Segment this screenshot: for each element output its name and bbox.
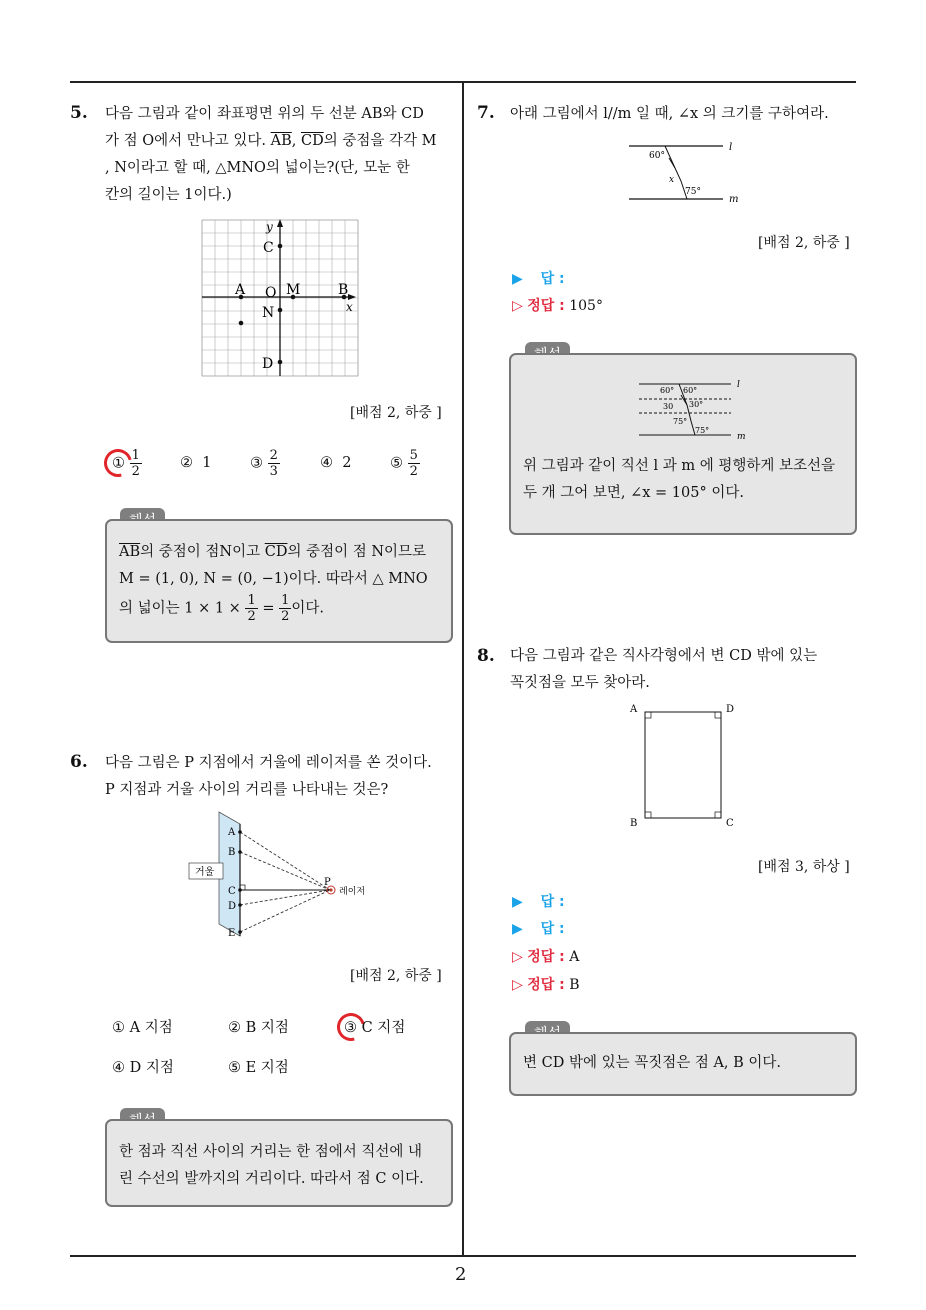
q5-option-3-mark: ③	[250, 455, 263, 472]
q7-sol-label-75b: 75°	[695, 426, 710, 435]
q5-label-y: y	[266, 220, 273, 234]
q7-sol-label-30b: 30°	[689, 400, 704, 409]
q8-label-a: A	[630, 704, 638, 715]
q5-label-n: N	[262, 305, 275, 321]
q5-line4: 칸의 길이는 1이다.)	[105, 187, 232, 203]
q7-label-60: 60°	[649, 151, 665, 161]
q6-laser-figure	[185, 810, 385, 938]
q8-label-c: C	[726, 818, 734, 829]
q6-number: 6.	[70, 752, 88, 772]
q5-sol-line1	[119, 539, 439, 566]
q5-point-n	[278, 308, 283, 313]
q6-label-d: D	[228, 901, 237, 912]
q5-option-2-mark: ②	[180, 455, 193, 471]
q5-sol-line2: M = (1, 0), N = (0, −1)이다. 따라서 △ MNO	[119, 571, 428, 587]
q7-sol-label-75a: 75°	[673, 417, 688, 426]
q8-label-d: D	[726, 704, 735, 715]
q8-label-b: B	[630, 818, 638, 829]
q5-sol-line3-a: 의 넓이는 1 × 1 ×	[119, 600, 246, 617]
q6-laser-label: 레이저	[339, 887, 366, 897]
q6-label-e: E	[228, 928, 236, 938]
q6-label-b: B	[228, 847, 236, 858]
frac-num: 1	[247, 593, 256, 608]
play-outline-icon: ▷	[512, 949, 523, 965]
q8-correct-line-2	[512, 974, 580, 994]
q5-option-5-mark: ⑤	[390, 455, 403, 472]
q6-line1: 다음 그림은 P 지점에서 거울에 레이저를 쏜 것이다.	[105, 755, 432, 771]
q7-label-x: x	[669, 175, 675, 185]
q6-option-5[interactable]: ⑤ E 지점	[228, 1060, 289, 1076]
q6-option-2[interactable]: ② B 지점	[228, 1020, 289, 1036]
q8-answer-line-1	[512, 891, 565, 911]
frac-num: 5	[409, 448, 418, 463]
q5-score: [배점 2, 하중 ]	[350, 405, 442, 421]
q7-correct-line	[512, 295, 603, 315]
q5-point-c	[278, 244, 283, 249]
q5-sol-frac1	[245, 593, 257, 624]
q8-correct-label-1: 정답 :	[527, 949, 565, 965]
q5-option-1-frac	[130, 448, 142, 479]
q5-sol-seg-ab: $\overline{AB}$	[119, 544, 141, 560]
q5-point-extra	[239, 321, 244, 326]
q8-number: 8.	[477, 646, 495, 666]
q5-line1: 다음 그림과 같이 좌표평면 위의 두 선분 AB와 CD	[105, 106, 424, 122]
q8-rectangle	[645, 712, 721, 818]
q5-line2-comma: ,	[291, 133, 301, 149]
q5-coordinate-graph	[200, 216, 360, 378]
q8-line1: 다음 그림과 같은 직사각형에서 변 CD 밖에 있는	[510, 648, 818, 664]
q8-score: [배점 3, 하상 ]	[758, 859, 850, 875]
q5-seg-ab: $\overline{AB}$	[270, 133, 292, 149]
q8-rectangle-figure	[625, 700, 745, 832]
q5-option-2-text: 1	[202, 455, 212, 471]
q6-line2: P 지점과 거울 사이의 거리를 나타내는 것은?	[105, 782, 389, 798]
frac-den: 2	[409, 464, 418, 479]
q5-option-5[interactable]	[390, 448, 420, 479]
column-divider	[462, 81, 464, 1257]
q8-answer-label-2: 답 :	[540, 921, 565, 937]
q5-option-4[interactable]	[320, 455, 351, 471]
q5-solution-box	[105, 519, 453, 643]
q7-label-l: l	[729, 142, 733, 153]
q5-sol-line3	[119, 593, 439, 624]
q6-score: [배점 2, 하중 ]	[350, 968, 442, 984]
play-icon: ▶	[512, 894, 523, 910]
q5-option-4-text: 2	[342, 455, 352, 471]
q6-label-c: C	[228, 886, 236, 897]
q5-label-b: B	[338, 282, 349, 298]
q5-number: 5.	[70, 103, 88, 123]
frac-num: 2	[269, 448, 278, 463]
q5-point-d	[278, 360, 283, 365]
q6-option-4[interactable]: ④ D 지점	[112, 1060, 174, 1076]
q8-line2: 꼭짓점을 모두 찾아라.	[510, 675, 650, 691]
q5-label-a: A	[235, 282, 246, 298]
q8-correct-value-2: B	[569, 977, 580, 993]
frac-den: 2	[247, 609, 256, 624]
play-outline-icon: ▷	[512, 298, 523, 314]
frac-num: 1	[131, 448, 140, 463]
q7-parallel-lines-figure	[625, 136, 745, 208]
q7-sol-line2: 두 개 그어 보면, ∠x = 105° 이다.	[523, 485, 744, 501]
q7-sol-label-60b: 60°	[683, 386, 698, 395]
q7-sol-label-l: l	[737, 380, 740, 390]
frac-den: 2	[281, 609, 290, 624]
q7-solution-figure	[629, 377, 769, 445]
q7-correct-label: 정답 :	[527, 298, 565, 314]
q5-label-c: C	[263, 240, 274, 256]
q7-score: [배점 2, 하중 ]	[758, 235, 850, 251]
q5-sol-seg-cd: $\overline{CD}$	[264, 544, 288, 560]
q7-question-text: 아래 그림에서 l//m 일 때, ∠x 의 크기를 구하여라.	[510, 106, 829, 122]
q7-sol-label-60a: 60°	[660, 386, 675, 395]
q7-sol-line1: 위 그림과 같이 직선 l 과 m 에 평행하게 보조선을	[523, 458, 835, 474]
q5-label-m: M	[286, 282, 301, 298]
q6-solution-box	[105, 1119, 453, 1207]
q5-sol-line3-b: 이다.	[291, 600, 324, 617]
play-outline-icon: ▷	[512, 977, 523, 993]
q8-answer-line-2	[512, 918, 565, 938]
q8-correct-value-1: A	[569, 949, 580, 965]
q5-line3: , N이라고 할 때, △MNO의 넓이는?(단, 모눈 한	[105, 160, 410, 176]
q5-option-2[interactable]	[180, 455, 211, 471]
q6-mirror-label: 거울	[195, 867, 215, 878]
q8-correct-label-2: 정답 :	[527, 977, 565, 993]
q7-correct-value: 105°	[569, 298, 603, 314]
q8-sol-line1: 변 CD 밖에 있는 꼭짓점은 점 A, B 이다.	[523, 1055, 782, 1071]
q5-label-x: x	[346, 300, 353, 314]
q7-sol-label-30a: 30	[663, 402, 674, 411]
q7-label-m: m	[729, 194, 739, 205]
play-icon: ▶	[512, 271, 523, 287]
frac-den: 3	[269, 464, 278, 479]
q6-option-3[interactable]: ③ C 지점	[344, 1020, 406, 1036]
q5-line2	[105, 128, 460, 155]
q5-label-d: D	[262, 356, 274, 372]
q6-label-p: P	[324, 877, 331, 888]
q8-answer-label-1: 답 :	[540, 894, 565, 910]
q5-sol-line1-b: 의 중점이 점 N이므로	[287, 544, 427, 560]
q5-option-1-mark: ①	[112, 455, 125, 472]
q8-correct-line-1	[512, 946, 579, 966]
q6-sol-line2: 린 수선의 발까지의 거리이다. 따라서 점 C 이다.	[119, 1171, 424, 1187]
q5-option-5-frac	[408, 448, 420, 479]
q5-line2-a: 가 점 O에서 만나고 있다.	[105, 133, 271, 149]
frac-den: 2	[131, 464, 140, 479]
q7-answer-line	[512, 268, 565, 288]
q5-sol-frac2	[279, 593, 291, 624]
q8-question-text	[510, 643, 817, 697]
q6-sol-line1: 한 점과 직선 사이의 거리는 한 점에서 직선에 내	[119, 1144, 423, 1160]
frac-num: 1	[281, 593, 290, 608]
q7-label-75: 75°	[685, 187, 701, 197]
q5-option-1[interactable]	[112, 448, 142, 479]
q5-sol-line1-a: 의 중점이 점N이고	[140, 544, 265, 560]
page-number: 2	[455, 1264, 467, 1285]
q7-answer-label: 답 :	[540, 271, 565, 287]
q5-option-3-frac	[268, 448, 280, 479]
q5-sol-eq: =	[257, 600, 280, 617]
q6-question-text	[105, 750, 460, 804]
q6-option-1[interactable]: ① A 지점	[112, 1020, 173, 1036]
q5-label-o: O	[265, 285, 277, 301]
q7-number: 7.	[477, 103, 495, 123]
q7-solution-box	[509, 353, 857, 535]
q8-solution-box	[509, 1032, 857, 1096]
q5-option-4-mark: ④	[320, 455, 333, 471]
q5-option-3[interactable]	[250, 448, 280, 479]
q5-seg-cd: $\overline{CD}$	[300, 133, 324, 149]
bottom-rule	[70, 1255, 856, 1257]
q6-label-a: A	[228, 827, 236, 838]
q5-question-text	[105, 101, 460, 209]
q5-line2-b: 의 중점을 각각 M	[323, 133, 437, 149]
play-icon: ▶	[512, 921, 523, 937]
q7-sol-label-m: m	[737, 432, 746, 442]
